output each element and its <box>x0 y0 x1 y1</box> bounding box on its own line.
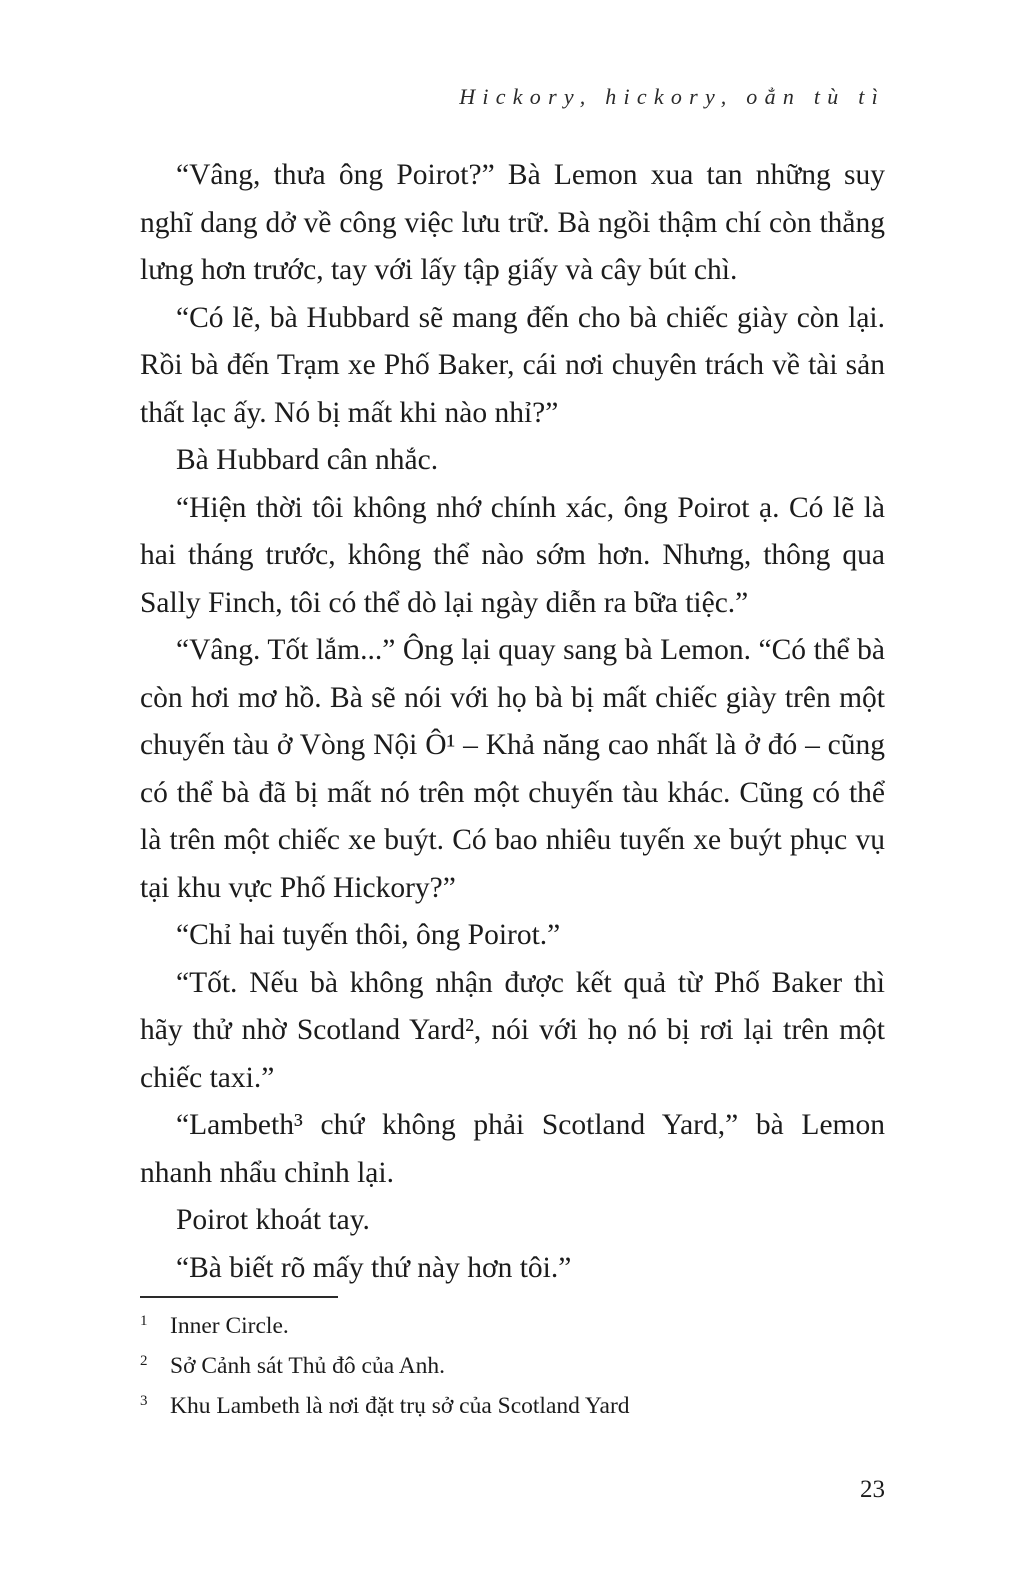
paragraph: “Hiện thời tôi không nhớ chính xác, ông Poirot ạ. Có lẽ là hai tháng trước, không thể nào sớm hơn. Nhưng, thông qua Sally Finch, tôi có thể dò lại ngày diễn ra bữa tiệc.” <box>140 491 885 619</box>
paragraph: “Chỉ hai tuyến thôi, ông Poirot.” <box>176 919 561 951</box>
footnote-divider <box>140 1296 338 1298</box>
paragraph: Bà Hubbard cân nhắc. <box>176 444 439 476</box>
paragraph: “Bà biết rõ mấy thứ này hơn tôi.” <box>176 1251 572 1284</box>
footnote <box>140 1308 885 1348</box>
footnote-marker: 3 <box>140 1393 148 1409</box>
footnote-text: Khu Lambeth là nơi đặt trụ sở của Scotland Yard <box>170 1393 630 1419</box>
paragraph: “Lambeth³ chứ không phải Scotland Yard,” bà Lemon nhanh nhẩu chỉnh lại. <box>140 1109 885 1189</box>
body-text <box>140 152 885 1292</box>
footnote-marker: 2 <box>140 1353 148 1369</box>
footnotes-section <box>140 1296 885 1428</box>
paragraph: “Vâng, thưa ông Poirot?” Bà Lemon xua tan những suy nghĩ dang dở về công việc lưu trữ. Bà ngồi thậm chí còn thẳng lưng hơn trước, tay với lấy tập giấy và cây bút chì. <box>140 159 885 286</box>
paragraph: “Có lẽ, bà Hubbard sẽ mang đến cho bà chiếc giày còn lại. Rồi bà đến Trạm xe Phố Baker, cái nơi chuyên trách về tài sản thất lạc ấy. Nó bị mất khi nào nhỉ?” <box>140 301 885 429</box>
page-number: 23 <box>860 1476 885 1503</box>
paragraph: Poirot khoát tay. <box>176 1204 370 1236</box>
footnote <box>140 1388 885 1428</box>
paragraph: “Vâng. Tốt lắm...” Ông lại quay sang bà Lemon. “Có thể bà còn hơi mơ hồ. Bà sẽ nói với họ bà bị mất chiếc giày trên một chuyến tàu ở Vòng Nội Ô¹ – Khả năng cao nhất là ở đó – cũng có thể bà đã bị mất nó trên một chuyến tàu khác. Cũng có thể là trên một chiếc xe buýt. Có bao nhiêu tuyến xe buýt phục vụ tại khu vực Phố Hickory?” <box>140 634 885 904</box>
footnote-list <box>140 1308 885 1428</box>
paragraph: “Tốt. Nếu bà không nhận được kết quả từ Phố Baker thì hãy thử nhờ Scotland Yard², nói với họ nó bị rơi lại trên một chiếc taxi.” <box>140 966 885 1094</box>
running-header: Hickory, hickory, oẳn tù tì <box>459 84 885 109</box>
footnote <box>140 1348 885 1388</box>
footnote-text: Inner Circle. <box>170 1313 289 1339</box>
footnote-marker: 1 <box>140 1313 148 1329</box>
footnote-text: Sở Cảnh sát Thủ đô của Anh. <box>170 1353 446 1379</box>
